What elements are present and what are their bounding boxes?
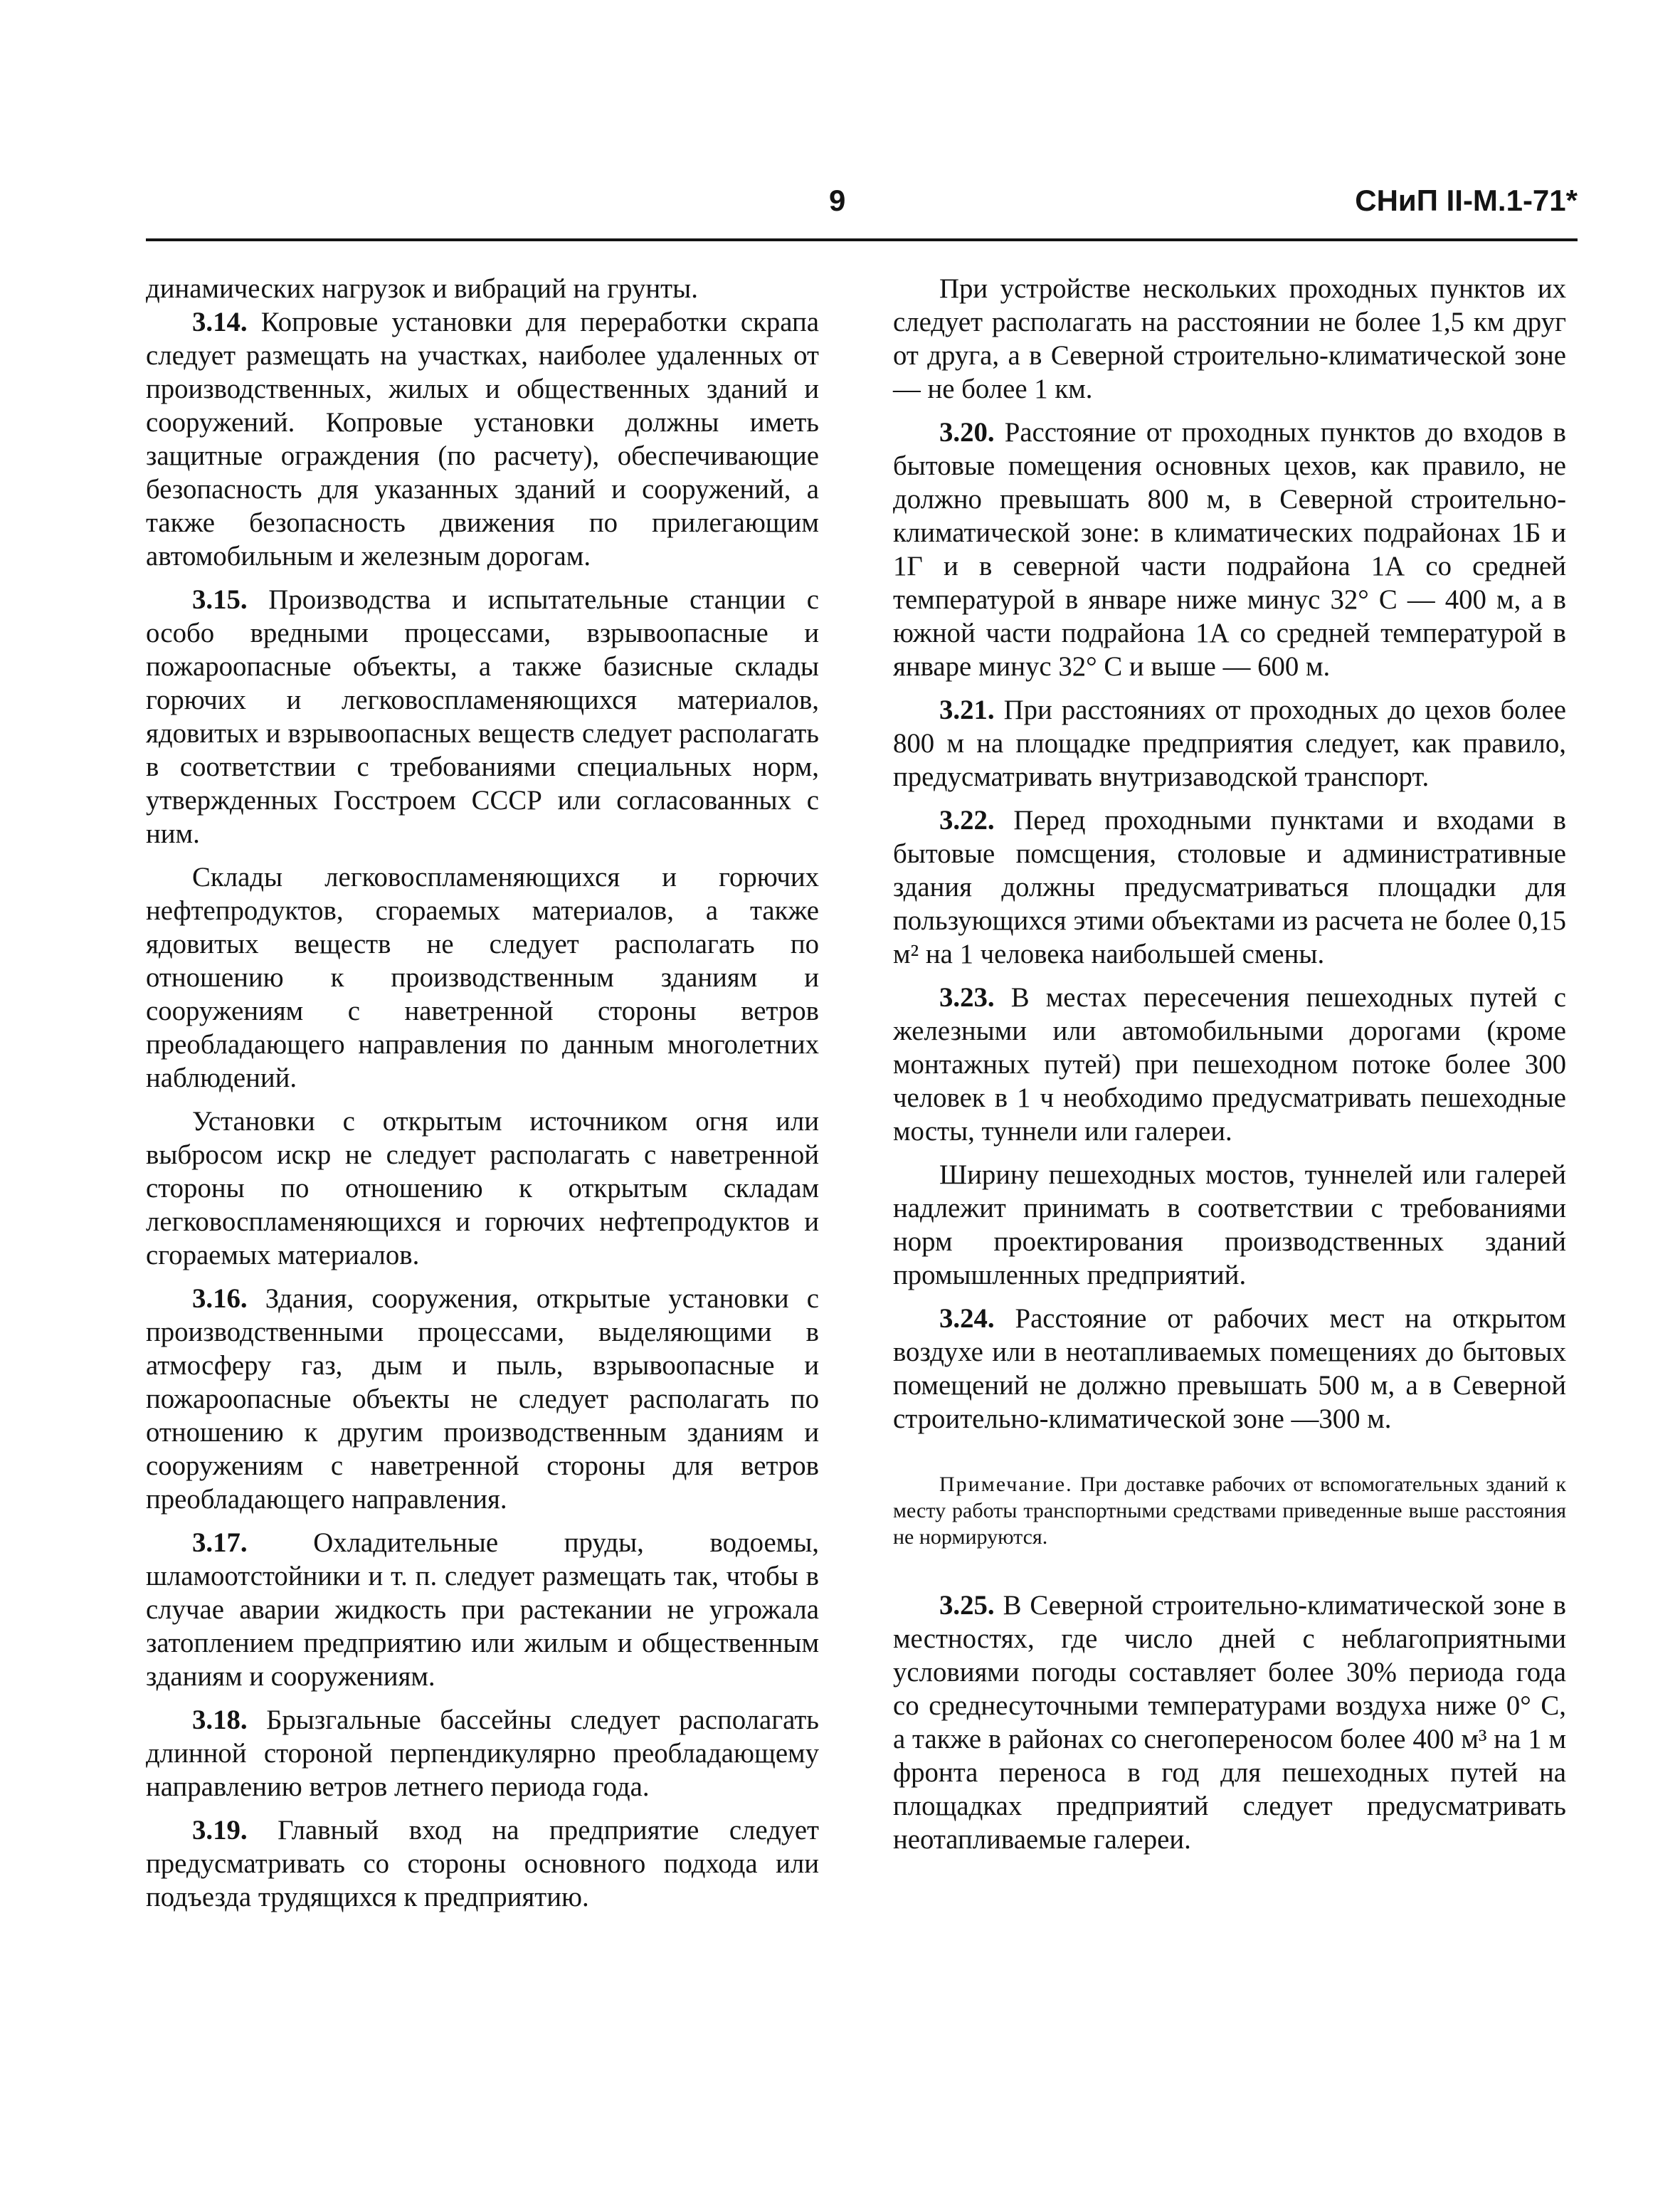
document-code: СНиП II-М.1-71* xyxy=(1355,184,1578,217)
clause-3-21: 3.21. При расстояниях от проходных до цехов более 800 м на площадке предприятия следует, как правило, предусматривать внутризаводской транспорт. xyxy=(893,695,1566,792)
header-rule xyxy=(146,238,1578,241)
paragraph: Установки с открытым источником огня или выбросом искр не следует располагать с наветренной стороны по отношению к открытым складам легковоспламеняющихся и горючих нефтепродуктов и сгораемых материалов. xyxy=(146,1106,819,1270)
clause-3-24: 3.24. Расстояние от рабочих мест на открытом воздухе или в неотапливаемых помещениях до бытовых помещений не должно превышать 500 м, а в Северной строительно-климатической зоне —300 м. xyxy=(893,1303,1566,1434)
right-column xyxy=(893,272,1566,1856)
paragraph: Ширину пешеходных мостов, туннелей или галерей надлежит принимать в соответствии с требованиями норм проектирования производственных зданий промышленных предприятий. xyxy=(893,1159,1566,1290)
clause-number: 3.19. xyxy=(192,1815,248,1846)
clause-3-17: 3.17. Охладительные пруды, водоемы, шламоотстойники и т. п. следует размещать так, чтобы в случае аварии жидкость при растекании не угрожала затоплением предприятию или жилым и общественным зданиям и сооружениям. xyxy=(146,1527,819,1692)
paragraph: При устройстве нескольких проходных пунктов их следует располагать на расстоянии не более 1,5 км друг от друга, а в Северной строительно-климатической зоне — не более 1 км. xyxy=(893,273,1566,404)
clause-number: 3.21. xyxy=(939,695,995,725)
clause-number: 3.14. xyxy=(192,307,248,337)
page-number: 9 xyxy=(829,184,846,217)
clause-number: 3.16. xyxy=(192,1283,248,1314)
page-header xyxy=(146,184,1578,241)
clause-3-23: 3.23. В местах пересечения пешеходных путей с железными или автомобильными дорогами (кроме монтажных путей) при пешеходном потоке более 300 человек в 1 ч необходимо предусматривать пешеходные мосты, туннели или галереи. xyxy=(893,982,1566,1147)
clause-number: 3.15. xyxy=(192,584,248,615)
clause-number: 3.18. xyxy=(192,1705,248,1735)
clause-3-20: 3.20. Расстояние от проходных пунктов до входов в бытовые помещения основных цехов, как правило, не должно превышать 800 м, в Северной строительно-климатической зоне: в климатических подрайонах 1Б и 1Г и в северной части подрайона 1А со средней температурой в январе ниже минус 32° С — 400 м, а в южной части подрайона 1А со средней температурой в январе минус 32° С и выше — 600 м. xyxy=(893,417,1566,682)
clause-number: 3.22. xyxy=(939,805,995,836)
clause-number: 3.17. xyxy=(192,1527,248,1558)
note-label: Примечание. xyxy=(939,1473,1073,1496)
clause-number: 3.24. xyxy=(939,1303,995,1334)
clause-number: 3.20. xyxy=(939,417,995,448)
clause-3-22: 3.22. Перед проходными пунктами и входами в бытовые помсщения, столовые и административные здания должны предусматриваться площадки для пользующихся этими объектами из расчета не более 0,15 м² на 1 человека наибольшей смены. xyxy=(893,805,1566,969)
clause-3-14: 3.14. Копровые установки для переработки скрапа следует размещать на участках, наиболее удаленных от производственных, жилых и общественных зданий и сооружений. Копровые установки должны иметь защитные ограждения (по расчету), обеспечивающие безопасность для указанных зданий и сооружений, а также безопасность движения по прилегающим автомобильным и железным дорогам. xyxy=(146,307,819,572)
clause-3-15: 3.15. Производства и испытательные станции с особо вредными процессами, взрывоопасные и пожароопасные объекты, а также базисные склады горючих и легковоспламеняющихся материалов, ядовитых и взрывоопасных веществ следует располагать в соответствии с требованиями специальных норм, утвержденных Госстроем СССР или согласованных с ним. xyxy=(146,584,819,849)
clause-3-19: 3.19. Главный вход на предприятие следует предусматривать со стороны основного подхода или подъезда трудящихся к предприятию. xyxy=(146,1815,819,1912)
paragraph: динамических нагрузок и вибраций на грунты. xyxy=(146,273,698,304)
clause-3-18: 3.18. Брызгальные бассейны следует располагать длинной стороной перпендикулярно преобладающему направлению ветров летнего периода года. xyxy=(146,1705,819,1802)
note: Примечание. При доставке рабочих от вспомогательных зданий к месту работы транспортными средствами приведенные выше расстояния не нормируются. xyxy=(893,1473,1566,1549)
paragraph: Склады легковоспламеняющихся и горючих нефтепродуктов, сгораемых материалов, а также ядовитых веществ не следует располагать по отношению к производственным зданиям и сооружениям с наветренной стороны ветров преобладающего направления по данным многолетних наблюдений. xyxy=(146,862,819,1093)
clause-number: 3.23. xyxy=(939,982,995,1013)
clause-3-16: 3.16. Здания, сооружения, открытые установки с производственными процессами, выделяющими в атмосферу газ, дым и пыль, взрывоопасные и пожароопасные объекты не следует располагать по отношению к другим производственным зданиям и сооружениям с наветренной стороны для ветров преобладающего направления. xyxy=(146,1283,819,1515)
clause-3-25: 3.25. В Северной строительно-климатической зоне в местностях, где число дней с неблагоприятными условиями погоды составляет более 30% периода года со среднесуточными температурами воздуха ниже 0° С, а также в районах со снегопереносом более 400 м³ на 1 м фронта переноса в год для пешеходных путей на площадках предприятий следует предусматривать неотапливаемые галереи. xyxy=(893,1590,1566,1855)
clause-number: 3.25. xyxy=(939,1590,995,1621)
left-column xyxy=(146,272,819,1914)
